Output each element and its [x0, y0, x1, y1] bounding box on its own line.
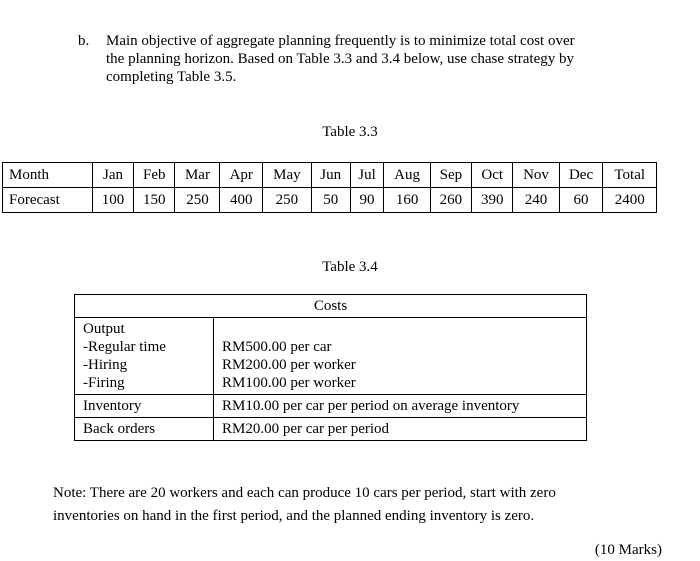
- table-cell: Total: [603, 163, 657, 188]
- table-cell: Jun: [311, 163, 350, 188]
- question-line: completing Table 3.5.: [106, 69, 237, 85]
- table-cell: Aug: [384, 163, 430, 188]
- table-cell: Feb: [134, 163, 175, 188]
- table-row: [3, 188, 657, 213]
- table-3-3-caption: Table 3.3: [322, 124, 378, 140]
- cost-value: RM20.00 per car per period: [222, 421, 390, 437]
- table-cell: 160: [384, 188, 430, 213]
- table-cell: 400: [220, 188, 263, 213]
- table-cell: 150: [134, 188, 175, 213]
- table-cell: 100: [92, 188, 133, 213]
- table-cell: Jan: [92, 163, 133, 188]
- marks: (10 Marks): [594, 542, 662, 558]
- table-header-row: [3, 163, 657, 188]
- table-3-3: [2, 162, 657, 213]
- note: [53, 482, 673, 528]
- table-header-row: [75, 295, 587, 318]
- table-3-4-caption: Table 3.4: [322, 259, 378, 275]
- table-cell: Apr: [220, 163, 263, 188]
- question-line: Main objective of aggregate planning frequently is to minimize total cost over: [106, 33, 575, 49]
- cost-label-cell: [75, 418, 214, 441]
- table-cell: Forecast: [3, 188, 93, 213]
- table-cell: 250: [175, 188, 220, 213]
- table-cell: 240: [513, 188, 559, 213]
- table-row: [75, 318, 587, 395]
- cost-label-cell: [75, 318, 214, 395]
- question-line: the planning horizon. Based on Table 3.3 and 3.4 below, use chase strategy by: [106, 51, 575, 67]
- cost-label: Output: [83, 321, 125, 337]
- cost-value-cell: [214, 318, 587, 395]
- cost-value-cell: [214, 395, 587, 418]
- cost-label-cell: [75, 395, 214, 418]
- note-line: inventories on hand in the first period, and the planned ending inventory is zero.: [53, 508, 535, 524]
- cost-value: RM100.00 per worker: [222, 375, 356, 391]
- table-cell: Jul: [350, 163, 384, 188]
- cost-label: Back orders: [83, 421, 156, 437]
- table-cell: 250: [263, 188, 312, 213]
- question-text: [106, 32, 678, 86]
- cost-label: -Regular time: [83, 339, 166, 355]
- cost-value: RM500.00 per car: [222, 339, 332, 355]
- table-cell: Oct: [472, 163, 513, 188]
- table-3-4: [74, 294, 587, 441]
- table-cell: Mar: [175, 163, 220, 188]
- table-cell: Nov: [513, 163, 559, 188]
- table-cell: 2400: [603, 188, 657, 213]
- cost-value: RM200.00 per worker: [222, 357, 356, 373]
- question-label: b.: [78, 33, 90, 49]
- table-cell: 60: [559, 188, 603, 213]
- table-cell: 90: [350, 188, 384, 213]
- cost-label: -Hiring: [83, 357, 128, 373]
- table-cell: Month: [3, 163, 93, 188]
- table-row: [75, 395, 587, 418]
- table-cell: 50: [311, 188, 350, 213]
- note-line: Note: There are 20 workers and each can produce 10 cars per period, start with zero: [53, 485, 556, 501]
- table-cell: Sep: [430, 163, 471, 188]
- table-cell: May: [263, 163, 312, 188]
- costs-header: Costs: [75, 295, 587, 318]
- cost-label: Inventory: [83, 398, 142, 414]
- cost-value: RM10.00 per car per period on average inventory: [222, 398, 520, 414]
- table-cell: 260: [430, 188, 471, 213]
- table-cell: Dec: [559, 163, 603, 188]
- question-b: [78, 32, 678, 86]
- cost-value-cell: [214, 418, 587, 441]
- table-row: [75, 418, 587, 441]
- table-cell: 390: [472, 188, 513, 213]
- cost-label: -Firing: [83, 375, 125, 391]
